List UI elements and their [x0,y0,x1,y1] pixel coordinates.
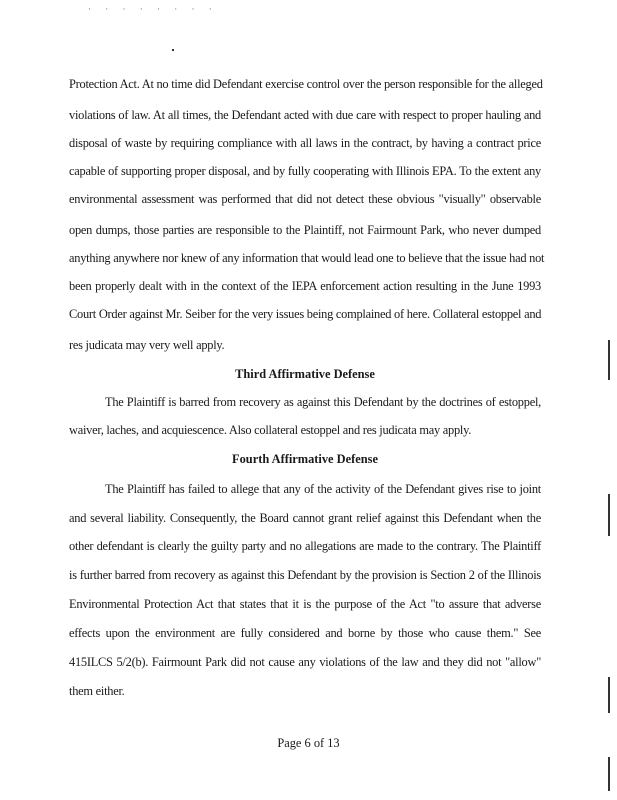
scan-artifact-mark [608,340,610,380]
page-number-footer: Page 6 of 13 [277,736,340,750]
text-line: Court Order against Mr. Seiber for the very issues being complained of here. Collateral estoppel and [69,307,542,321]
text-line: 415ILCS 5/2(b). Fairmount Park did not cause any violations of the law and they did not "allow" [69,655,541,669]
text-line: is further barred from recovery as against this Defendant by the provision is Section 2 of the Illinois [69,568,541,582]
text-line: Environmental Protection Act that states that it is the purpose of the Act "to assure that adverse [69,597,541,611]
text-line: effects upon the environment are fully considered and borne by those who cause them." See [69,626,541,640]
text-line: res judicata may very well apply. [69,338,225,352]
scan-artifact-mark [608,494,610,536]
scan-artifact-speck [172,49,174,51]
text-line: open dumps, those parties are responsible to the Plaintiff, not Fairmount Park, who never dumped [69,223,541,237]
text-line: waiver, laches, and acquiescence. Also collateral estoppel and res judicata may apply. [69,423,472,437]
scan-artifact-mark [608,757,610,791]
text-line: disposal of waste by requiring compliance with all laws in the contract, by having a contract price [69,136,541,150]
text-line: The Plaintiff is barred from recovery as against this Defendant by the doctrines of estoppel, [105,395,541,409]
scan-artifact-mark [608,677,610,713]
text-line: been properly dealt with in the context of the IEPA enforcement action resulting in the June 1993 [69,279,541,293]
text-line: violations of law. At all times, the Defendant acted with due care with respect to proper hauling and [69,108,541,122]
heading-third-affirmative-defense: Third Affirmative Defense [235,367,375,381]
text-line: The Plaintiff has failed to allege that any of the activity of the Defendant gives rise to joint [105,482,541,496]
scan-artifact-dots: · · · · · · · · [88,4,218,14]
text-line: environmental assessment was performed that did not detect these obvious "visually" observable [69,192,541,206]
text-line: and several liability. Consequently, the Board cannot grant relief against this Defendant when the [69,511,541,525]
heading-fourth-affirmative-defense: Fourth Affirmative Defense [232,452,378,466]
text-line: capable of supporting proper disposal, and by fully cooperating with Illinois EPA. To the extent any [69,164,541,178]
text-line: them either. [69,684,125,698]
text-line: Protection Act. At no time did Defendant exercise control over the person responsible for the alleged [69,77,543,91]
text-line: anything anywhere nor knew of any information that would lead one to believe that the issue had not [69,251,545,265]
text-line: other defendant is clearly the guilty party and no allegations are made to the contrary. The Plaintiff [69,539,541,553]
